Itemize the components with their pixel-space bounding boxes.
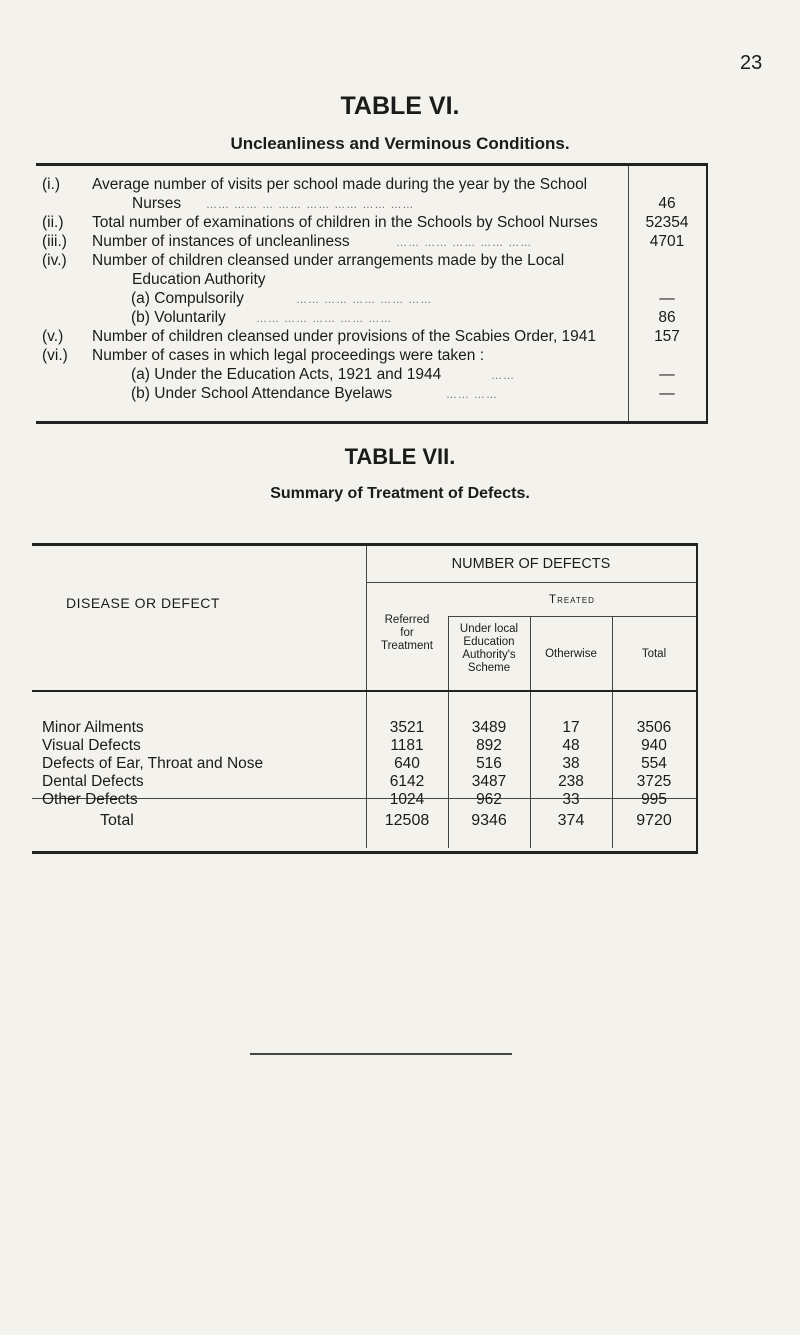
total-otherwise: 374 (557, 812, 585, 829)
row-label: Dental Defects (42, 773, 144, 790)
table7-title: TABLE VII. (344, 444, 456, 469)
header-number-of-defects: NUMBER OF DEFECTS (451, 556, 611, 572)
row-number: (iv.) (42, 252, 67, 269)
cell-otherwise: 17 (562, 719, 580, 736)
row-value: 157 (654, 328, 680, 345)
row-text: (a) Under the Education Acts, 1921 and 1944 (131, 366, 442, 383)
table6-subtitle: Uncleanliness and Verminous Conditions. (230, 134, 570, 153)
total-referred: 12508 (384, 812, 430, 829)
header-disease-or-defect: DISEASE OR DEFECT (66, 595, 220, 611)
cell-otherwise: 238 (558, 773, 584, 790)
table6-row: (a) Under the Education Acts, 1921 and 1944 …… — (36, 366, 706, 386)
cell-under-local: 3489 (471, 719, 507, 736)
row-number: (ii.) (42, 214, 64, 231)
total-label: Total (100, 812, 134, 829)
total-total: 9720 (636, 812, 672, 829)
footer-rule (250, 1053, 512, 1055)
row-text: Number of cases in which legal proceedings were taken : (92, 347, 485, 364)
row-number: (v.) (42, 328, 64, 345)
row-text: Number of children cleansed under provisions of the Scabies Order, 1941 (92, 328, 597, 345)
row-text: Number of children cleansed under arrangements made by the Local (92, 252, 565, 269)
row-number: (i.) (42, 176, 61, 193)
table6 (36, 163, 708, 424)
row-text: Education Authority (132, 271, 266, 288)
cell-referred: 3521 (389, 719, 425, 736)
row-value: — (659, 366, 675, 383)
table6-row: (a) Compulsorily …… …… …… …… …… — (36, 290, 706, 310)
cell-under-local: 3487 (471, 773, 507, 790)
cell-under-local: 516 (476, 755, 502, 772)
total-under-local: 9346 (471, 812, 507, 829)
header-divider (448, 616, 696, 617)
page-number: 23 (740, 52, 763, 74)
table6-row: (b) Under School Attendance Byelaws …… …… — (36, 385, 706, 405)
cell-otherwise: 48 (562, 737, 580, 754)
table6-row (36, 271, 706, 291)
header-referred-for-treatment: Referred for Treatment (381, 614, 433, 652)
table6-row: (b) Voluntarily …… …… …… …… …… 86 (36, 309, 706, 329)
cell-under-local: 962 (476, 791, 502, 808)
row-text: (a) Compulsorily (131, 290, 244, 307)
row-label: Other Defects (42, 791, 138, 808)
row-text: Total number of examinations of children in the Schools by School Nurses (92, 214, 598, 231)
row-label: Defects of Ear, Throat and Nose (42, 755, 264, 772)
row-value: — (659, 290, 675, 307)
header-bottom-rule (32, 690, 696, 692)
row-label: Visual Defects (42, 737, 141, 754)
table6-row (36, 347, 706, 367)
cell-otherwise: 33 (562, 791, 580, 808)
table6-row (36, 214, 706, 234)
row-value: 86 (658, 309, 676, 326)
table6-row (36, 328, 706, 348)
row-number: (iii.) (42, 233, 67, 250)
table7-subtitle: Summary of Treatment of Defects. (270, 485, 530, 502)
table6-row: Nurses …… …… … …… …… …… …… …… 46 (36, 195, 706, 215)
cell-total: 995 (641, 791, 667, 808)
table7 (32, 543, 698, 854)
cell-under-local: 892 (476, 737, 502, 754)
table6-title: TABLE VI. (340, 92, 460, 120)
table6-row (36, 176, 706, 196)
cell-otherwise: 38 (562, 755, 580, 772)
table6-row (36, 252, 706, 272)
row-text: Average number of visits per school made during the year by the School (92, 176, 588, 193)
header-otherwise: Otherwise (545, 648, 597, 660)
cell-referred: 1024 (389, 791, 425, 808)
row-label: Minor Ailments (42, 719, 144, 736)
row-text: (b) Voluntarily (131, 309, 226, 326)
cell-total: 3506 (636, 719, 672, 736)
row-text: Number of instances of uncleanliness (92, 233, 350, 250)
header-under-local-authority: Under local Education Authority's Scheme (459, 623, 519, 674)
cell-total: 940 (641, 737, 667, 754)
header-treated: Treated (549, 594, 595, 606)
header-divider (366, 582, 696, 583)
header-total: Total (641, 648, 667, 660)
table6-row: (iii.) Number of instances of uncleanliness …… …… …… …… …… 4701 (36, 233, 706, 253)
cell-total: 3725 (636, 773, 672, 790)
row-value: 4701 (649, 233, 685, 250)
row-text: (b) Under School Attendance Byelaws (131, 385, 393, 402)
row-value: — (659, 385, 675, 402)
cell-referred: 640 (394, 755, 420, 772)
row-number: (vi.) (42, 347, 68, 364)
cell-referred: 6142 (389, 773, 425, 790)
row-value: 46 (658, 195, 676, 212)
cell-referred: 1181 (390, 737, 424, 754)
cell-total: 554 (641, 755, 667, 772)
row-value: 52354 (645, 214, 689, 231)
row-text: Nurses (132, 195, 182, 212)
